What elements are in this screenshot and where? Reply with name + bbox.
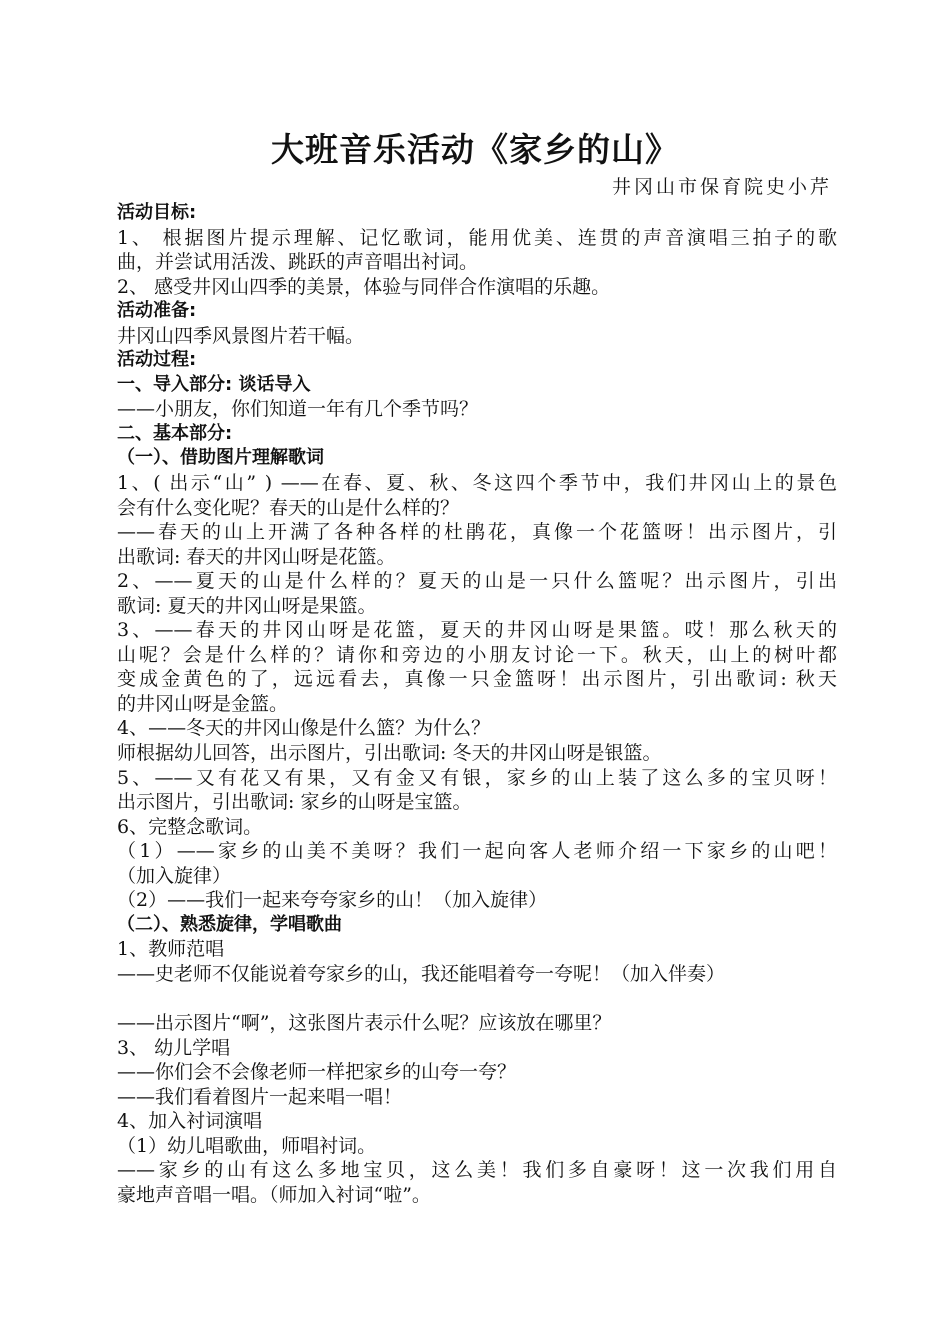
document-author: 井冈山市保育院史小芹 — [611, 176, 832, 198]
document-body — [117, 201, 837, 1207]
section-heading: 活动过程: — [117, 349, 197, 371]
paragraph-line: 出歌词: 春天的井冈山呀是花篮。 — [117, 545, 396, 568]
paragraph-line: 豪地声音唱一唱。（师加入衬词“啦”。 — [117, 1183, 431, 1206]
paragraph-line: 的井冈山呀是金篮。 — [117, 692, 289, 715]
paragraph-line: 4、——冬天的井冈山像是什么篮？为什么？ — [117, 717, 491, 740]
paragraph-line: 歌词: 夏天的井冈山呀是果篮。 — [117, 594, 377, 617]
paragraph-line: ——你们会不会像老师一样把家乡的山夸一夸？ — [117, 1061, 517, 1084]
section-heading: 活动准备: — [117, 300, 197, 322]
paragraph-line: 师根据幼儿回答，出示图片，引出歌词: 冬天的井冈山呀是银篮。 — [117, 742, 662, 765]
section-heading: 一、导入部分: 谈话导入 — [117, 373, 311, 395]
paragraph-line: ——出示图片“啊”，这张图片表示什么呢？应该放在哪里？ — [117, 1012, 612, 1035]
paragraph-line: 3、 幼儿学唱 — [117, 1036, 231, 1059]
document-title: 大班音乐活动《家乡的山》 — [271, 130, 679, 169]
paragraph-line: 1、教师范唱 — [117, 938, 225, 961]
section-heading: （二）、熟悉旋律，学唱歌曲 — [117, 913, 342, 935]
section-heading: 活动目标: — [117, 202, 197, 223]
paragraph-line: 出示图片，引出歌词: 家乡的山呀是宝篮。 — [117, 791, 472, 814]
paragraph-line: 2、 感受井冈山四季的美景，体验与同伴合作演唱的乐趣。 — [117, 275, 611, 298]
paragraph-line: 6、完整念歌词。 — [117, 815, 263, 838]
paragraph-line: 1、 根据图片提示理解、记忆歌词，能用优美、连贯的声音演唱三拍子的歌 — [117, 226, 837, 249]
paragraph-line: （加入旋律） — [117, 864, 232, 887]
section-heading: （一）、借助图片理解歌词 — [117, 447, 324, 469]
paragraph-line: ——春天的山上开满了各种各样的杜鹃花，真像一个花篮呀！出示图片，引 — [117, 521, 837, 544]
section-heading: 二、基本部分: — [117, 422, 233, 444]
paragraph-line: ——小朋友，你们知道一年有几个季节吗？ — [117, 398, 479, 421]
paragraph-line: 井冈山四季风景图片若干幅。 — [117, 324, 365, 347]
paragraph-line: 曲，并尝试用活泼、跳跃的声音唱出衬词。 — [117, 251, 479, 274]
paragraph-line: （1）——家乡的山美不美呀？我们一起向客人老师介绍一下家乡的山吧！ — [117, 840, 837, 863]
paragraph-line: 4、加入衬词演唱 — [117, 1110, 263, 1133]
blank-line — [117, 987, 837, 1012]
paragraph-line: 变成金黄色的了，远远看去，真像一只金篮呀！出示图片，引出歌词: 秋天 — [117, 668, 837, 691]
paragraph-line: 2、——夏天的山是什么样的？夏天的山是一只什么篮呢？出示图片，引出 — [117, 570, 837, 593]
paragraph-line: ——家乡的山有这么多地宝贝，这么美！我们多自豪呀！这一次我们用自 — [117, 1159, 837, 1182]
paragraph-line: （1）幼儿唱歌曲，师唱衬词。 — [117, 1134, 377, 1157]
paragraph-line: ——史老师不仅能说着夸家乡的山，我还能唱着夸一夸呢！（加入伴奏） — [117, 962, 726, 985]
paragraph-line: 3、——春天的井冈山呀是花篮，夏天的井冈山呀是果篮。哎！那么秋天的 — [117, 619, 837, 642]
paragraph-line: 1、( 出示“山” ) ——在春、夏、秋、冬这四个季节中，我们井冈山上的景色 — [117, 472, 837, 495]
paragraph-line: 山呢？会是什么样的？请你和旁边的小朋友讨论一下。秋天，山上的树叶都 — [117, 643, 837, 666]
paragraph-line: ——我们看着图片一起来唱一唱！ — [117, 1085, 403, 1108]
paragraph-line: 5、——又有花又有果，又有金又有银，家乡的山上装了这么多的宝贝呀！ — [117, 766, 837, 789]
paragraph-line: （2）——我们一起来夸夸家乡的山！（加入旋律） — [117, 889, 548, 912]
paragraph-line: 会有什么变化呢？春天的山是什么样的？ — [117, 496, 460, 519]
